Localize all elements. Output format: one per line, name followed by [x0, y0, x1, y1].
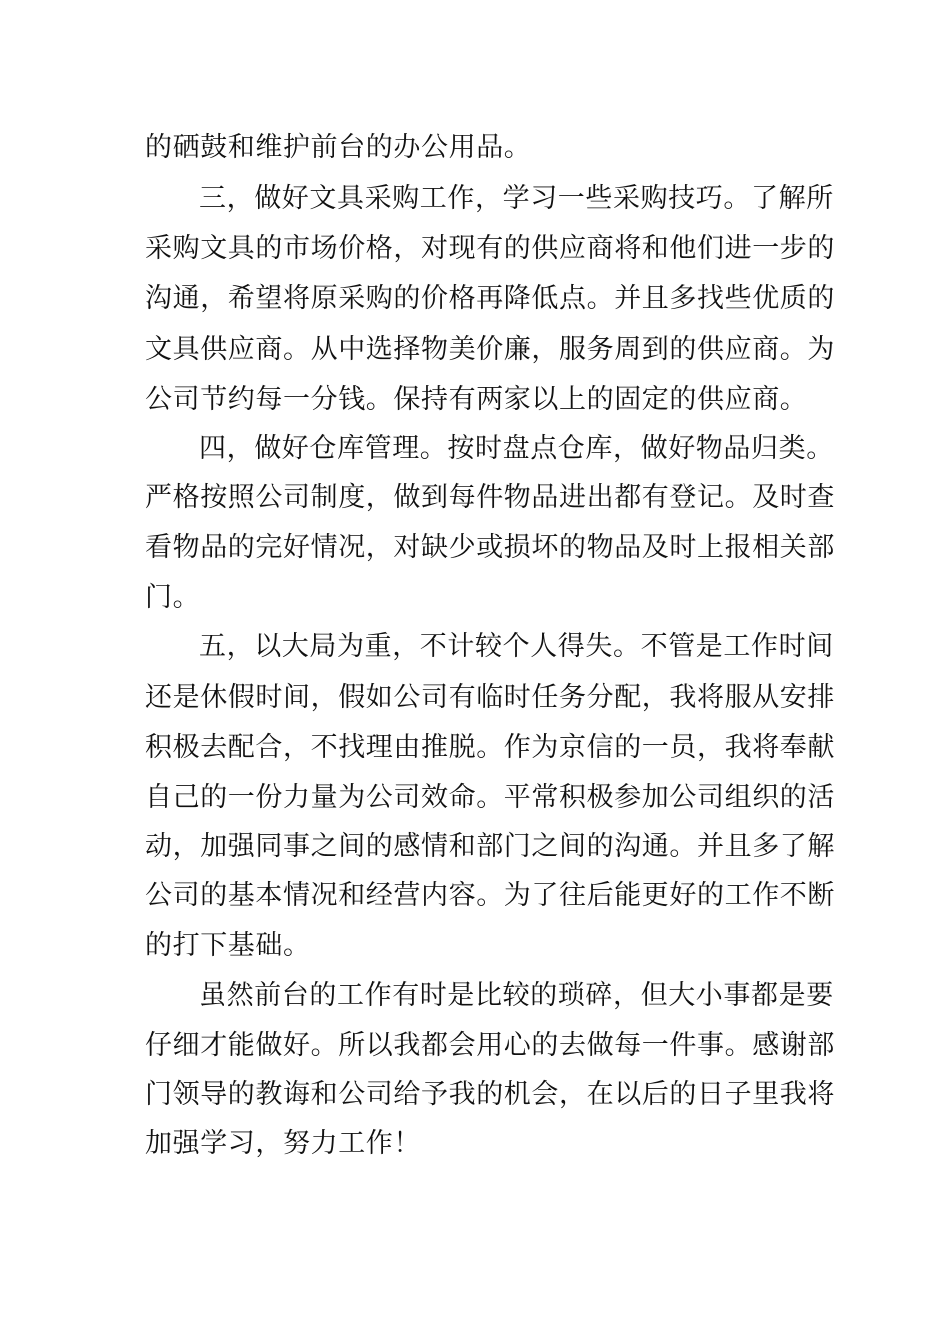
paragraph-line: 加强学习，努力工作！: [145, 1128, 421, 1159]
paragraph-line: 文具供应商。从中选择物美价廉，服务周到的供应商。为: [145, 334, 835, 365]
paragraph-line: 四，做好仓库管理。按时盘点仓库，做好物品归类。: [199, 433, 834, 464]
paragraph-line: 仔细才能做好。所以我都会用心的去做每一件事。感谢部: [145, 1030, 835, 1061]
paragraph-line: 虽然前台的工作有时是比较的琐碎，但大小事都是要: [199, 980, 834, 1011]
paragraph-line: 的硒鼓和维护前台的办公用品。: [145, 132, 532, 163]
paragraph-line: 严格按照公司制度，做到每件物品进出都有登记。及时查: [145, 482, 835, 513]
paragraph-line: 积极去配合，不找理由推脱。作为京信的一员，我将奉献: [145, 732, 835, 763]
paragraph-line: 公司节约每一分钱。保持有两家以上的固定的供应商。: [145, 384, 808, 415]
paragraph-line: 自己的一份力量为公司效命。平常积极参加公司组织的活: [145, 782, 835, 813]
paragraph-line: 五，以大局为重，不计较个人得失。不管是工作时间: [199, 631, 834, 662]
paragraph-line: 三，做好文具采购工作，学习一些采购技巧。了解所: [199, 183, 834, 214]
paragraph-line: 看物品的完好情况，对缺少或损坏的物品及时上报相关部: [145, 532, 835, 563]
paragraph-line: 公司的基本情况和经营内容。为了往后能更好的工作不断: [145, 880, 835, 911]
paragraph-line: 的打下基础。: [145, 930, 311, 961]
paragraph-line: 沟通，希望将原采购的价格再降低点。并且多找些优质的: [145, 283, 835, 314]
paragraph-line: 采购文具的市场价格，对现有的供应商将和他们进一步的: [145, 233, 835, 264]
paragraph-line: 还是休假时间，假如公司有临时任务分配，我将服从安排: [145, 682, 835, 713]
paragraph-line: 门。: [145, 582, 201, 613]
paragraph-line: 门领导的教诲和公司给予我的机会，在以后的日子里我将: [145, 1079, 835, 1110]
paragraph-line: 动，加强同事之间的感情和部门之间的沟通。并且多了解: [145, 831, 835, 862]
